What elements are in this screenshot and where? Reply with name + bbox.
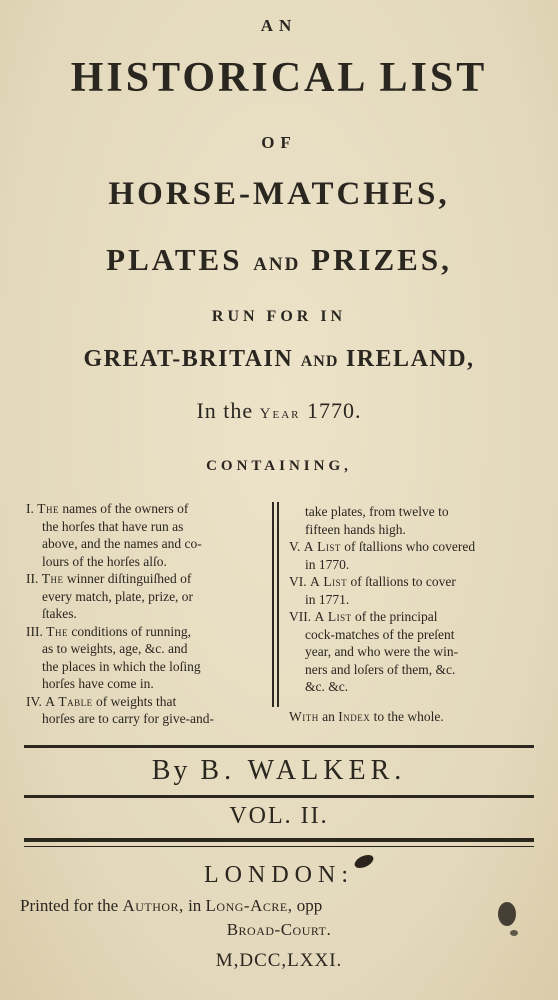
- imprint-broad-court: Broad-Court.: [226, 920, 332, 939]
- index-line: [289, 709, 444, 725]
- item-line: above, and the names and co-: [42, 536, 202, 551]
- item-line: of the principal: [355, 609, 438, 624]
- imprint-city: LONDON:: [204, 862, 354, 888]
- item-head: A List: [310, 574, 348, 589]
- item-number: I.: [26, 501, 34, 516]
- imprint-long-acre: Long-Acre,: [205, 896, 293, 915]
- item-head: The: [46, 623, 68, 639]
- rule-middle: [24, 795, 534, 798]
- contents-item: [26, 623, 266, 693]
- imprint-author: Author,: [122, 896, 184, 915]
- imprint-in: in: [188, 896, 202, 915]
- item-number: VII.: [289, 609, 312, 624]
- volume-number: VOL. II.: [229, 803, 329, 829]
- ink-blot: [510, 930, 518, 936]
- item-number: VI.: [289, 574, 307, 589]
- item-line: conditions of running,: [71, 623, 191, 639]
- author-line: [0, 755, 558, 787]
- author-name: B. WALKER.: [200, 755, 407, 786]
- item-line: the horſes that have run as: [42, 518, 184, 534]
- imprint-printed-line: [20, 896, 322, 916]
- title-great-britain: GREAT-BRITAIN: [83, 346, 294, 372]
- item-head: A Table: [45, 693, 93, 709]
- item-line: ſtakes.: [42, 606, 77, 621]
- contents-item: [289, 608, 533, 696]
- rule-bottom: [24, 838, 534, 842]
- title-year-line: [0, 398, 558, 424]
- column-divider: [272, 502, 274, 707]
- item-line: every match, plate, prize, or: [42, 588, 194, 604]
- item-head: A List: [314, 609, 352, 624]
- item-line: names of the owners of: [62, 501, 189, 516]
- contents-item: [26, 693, 266, 728]
- item-line: of ſtallions to cover: [350, 574, 456, 589]
- item-number: III.: [26, 623, 43, 639]
- item-line: lours of the horſes alſo.: [42, 553, 167, 569]
- item-line: year, and who were the win-: [305, 644, 459, 659]
- title-an: AN: [260, 16, 298, 35]
- title-year-number: 1770.: [307, 398, 362, 423]
- title-in-the: In the: [196, 398, 254, 423]
- item-line: fifteen hands high.: [305, 521, 406, 537]
- item-head: A List: [303, 539, 341, 554]
- ink-blot: [498, 902, 516, 926]
- contents-item: [26, 570, 266, 623]
- title-run-for-in: RUN FOR IN: [211, 308, 347, 325]
- contents-item: [289, 538, 533, 573]
- title-ireland: IRELAND,: [345, 346, 475, 372]
- imprint-printed-for: Printed for the: [20, 896, 119, 915]
- item-line: horſes are to carry for give-and-: [42, 711, 215, 726]
- item-number: IV.: [26, 693, 42, 709]
- title-historical-list: HISTORICAL LIST: [70, 55, 488, 101]
- item-number: II.: [26, 571, 39, 586]
- rule-top: [24, 745, 534, 748]
- contents-left-column: [26, 500, 266, 728]
- title-great-britain-ireland: [0, 346, 558, 373]
- item-line: cock-matches of the preſent: [305, 626, 455, 642]
- rule-bottom-thin: [24, 846, 534, 847]
- item-line: of weights that: [96, 693, 177, 709]
- imprint-date: M,DCC,LXXI.: [215, 950, 343, 971]
- contents-right-column: [289, 503, 533, 696]
- index-word: Index: [338, 709, 371, 724]
- contents-item: [289, 573, 533, 608]
- title-and: AND: [253, 254, 301, 275]
- item-head: The: [37, 501, 59, 516]
- author-by: By: [151, 755, 191, 786]
- title-of: OF: [261, 133, 297, 152]
- contents-item: [289, 503, 533, 538]
- index-with: With: [289, 709, 319, 724]
- item-line: of ſtallions who covered: [344, 539, 476, 554]
- title-plates: PLATES: [106, 242, 243, 277]
- item-line: as to weights, age, &c. and: [42, 641, 188, 656]
- item-line: take plates, from twelve to: [305, 504, 449, 519]
- title-year-word: Year: [259, 406, 301, 422]
- item-line: winner diſtinguiſhed of: [66, 571, 192, 586]
- item-number: V.: [289, 539, 301, 554]
- contents-item: [26, 500, 266, 570]
- item-line: in 1771.: [305, 591, 350, 607]
- item-line: in 1770.: [305, 556, 350, 572]
- item-line: &c. &c.: [305, 679, 349, 694]
- title-and-2: AND: [300, 353, 339, 370]
- title-plates-and-prizes: [0, 242, 558, 278]
- item-line: ners and loſers of them, &c.: [305, 661, 456, 677]
- title-horse-matches: HORSE-MATCHES,: [108, 176, 450, 212]
- containing-heading: CONTAINING,: [206, 458, 352, 474]
- column-divider: [277, 502, 279, 707]
- imprint-opp: opp: [296, 896, 323, 915]
- index-to-whole: to the whole.: [373, 709, 444, 724]
- title-prizes: PRIZES,: [311, 242, 452, 277]
- item-head: The: [41, 571, 64, 586]
- item-line: horſes have come in.: [42, 676, 154, 691]
- item-line: the places in which the loſing: [42, 658, 201, 674]
- index-an: an: [322, 709, 335, 724]
